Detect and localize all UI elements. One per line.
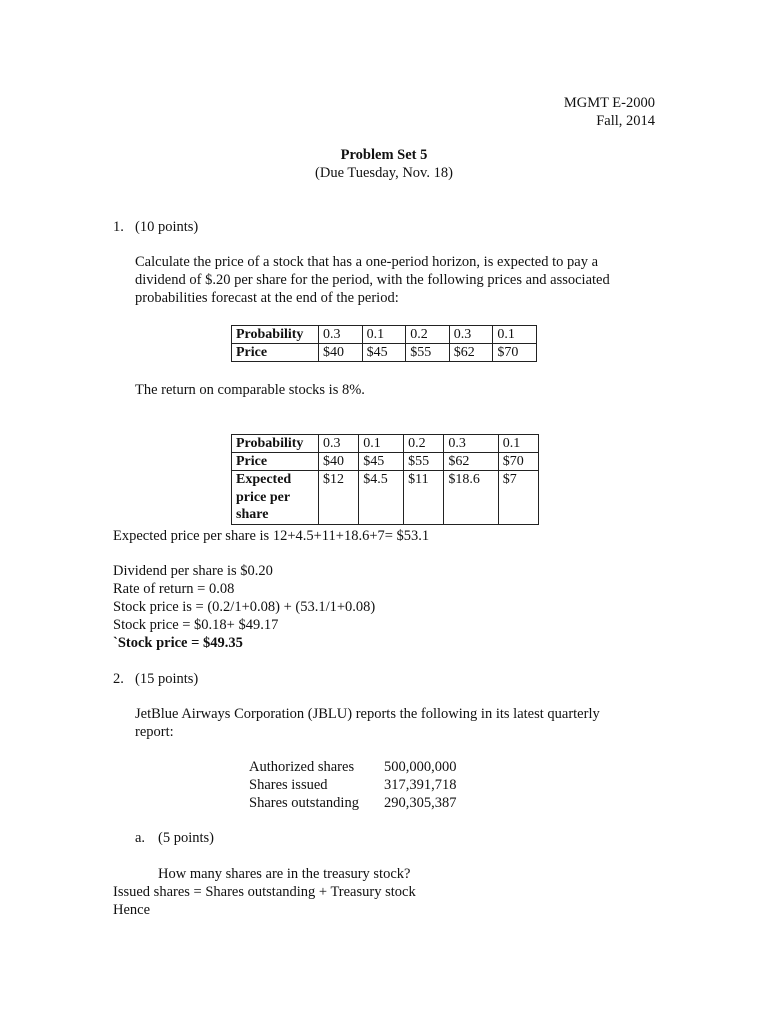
table-row [232,471,539,525]
stock-formula-line: Stock price is = (0.2/1+0.08) + (53.1/1+0.08) [113,599,376,615]
table-cell: 0.1 [498,435,538,453]
shares-value: 290,305,387 [384,795,457,811]
row-label-price: Price [232,453,319,471]
course-header [564,94,655,130]
table-cell: 0.2 [404,435,444,453]
stock-sum-line: Stock price = $0.18+ $49.17 [113,617,279,633]
table-cell: $45 [362,344,406,362]
table-cell: 0.1 [493,326,537,344]
final-stock-price: `Stock price = $49.35 [113,635,243,651]
row-label-probability: Probability [232,326,319,344]
course-code: MGMT E-2000 [563,95,655,111]
table-row [232,344,537,362]
table-cell: 0.2 [406,326,450,344]
table-cell: $12 [319,471,359,525]
shares-table [249,758,457,812]
q1-number: 1. [113,219,124,235]
shares-label: Shares outstanding [249,795,359,811]
q2-intro-line: JetBlue Airways Corporation (JBLU) reports the following in its latest quarterly [135,706,600,722]
table-cell: $11 [404,471,444,525]
table-cell: 0.3 [319,435,359,453]
comparable-return-text: The return on comparable stocks is 8%. [135,382,365,398]
page-title: Problem Set 5 [340,147,428,163]
row-label-probability: Probability [232,435,319,453]
table-cell: 0.1 [359,435,404,453]
table-cell: $62 [444,453,498,471]
q2-number: 2. [113,671,124,687]
table-row [232,453,539,471]
price-probability-table [231,325,537,362]
rate-line: Rate of return = 0.08 [113,581,235,597]
due-date: (Due Tuesday, Nov. 18) [315,165,453,181]
table-cell: $55 [404,453,444,471]
q2-intro-line: report: [135,724,174,740]
shares-label: Authorized shares [249,759,355,775]
table-cell: 0.3 [449,326,493,344]
row-label-price: Price [232,344,319,362]
q1-points: (10 points) [135,219,199,235]
expected-price-table [231,434,539,525]
part-a-question: How many shares are in the treasury stock? [158,866,411,882]
table-row [232,326,537,344]
dividend-line: Dividend per share is $0.20 [113,563,273,579]
table-cell: $45 [359,453,404,471]
shares-label: Shares issued [249,777,328,793]
q2-intro [135,705,600,741]
part-a-answer-line: Issued shares = Shares outstanding + Treasury stock [113,884,416,900]
table-row [249,776,457,794]
row-label-expected-price: Expected price per share [232,471,319,525]
table-cell: $70 [498,453,538,471]
q1-prompt-line: probabilities forecast at the end of the period: [135,290,399,306]
table-cell: $55 [406,344,450,362]
table-cell: $70 [493,344,537,362]
part-a-letter: a. [135,830,146,846]
expected-price-answer: Expected price per share is 12+4.5+11+18.6+7= $53.1 [113,528,430,544]
table-cell: $18.6 [444,471,498,525]
term: Fall, 2014 [596,113,655,129]
q1-prompt-line: Calculate the price of a stock that has a one-period horizon, is expected to pay a [135,254,599,270]
table-row [232,435,539,453]
shares-value: 500,000,000 [384,759,457,775]
q1-prompt [135,253,610,307]
q2-points: (15 points) [135,671,199,687]
q1-solution [113,562,375,652]
part-a-answer-line: Hence [113,902,151,918]
table-cell: 0.3 [319,326,363,344]
shares-value: 317,391,718 [384,777,457,793]
table-cell: $62 [449,344,493,362]
table-cell: 0.3 [444,435,498,453]
part-a-points: (5 points) [158,830,214,846]
q1-prompt-line: dividend of $.20 per share for the period, with the following prices and associated [135,272,610,288]
table-cell: $40 [319,453,359,471]
table-cell: $4.5 [359,471,404,525]
table-cell: $40 [319,344,363,362]
table-row [249,794,457,812]
table-row [249,758,457,776]
table-cell: 0.1 [362,326,406,344]
table-cell: $7 [498,471,538,525]
